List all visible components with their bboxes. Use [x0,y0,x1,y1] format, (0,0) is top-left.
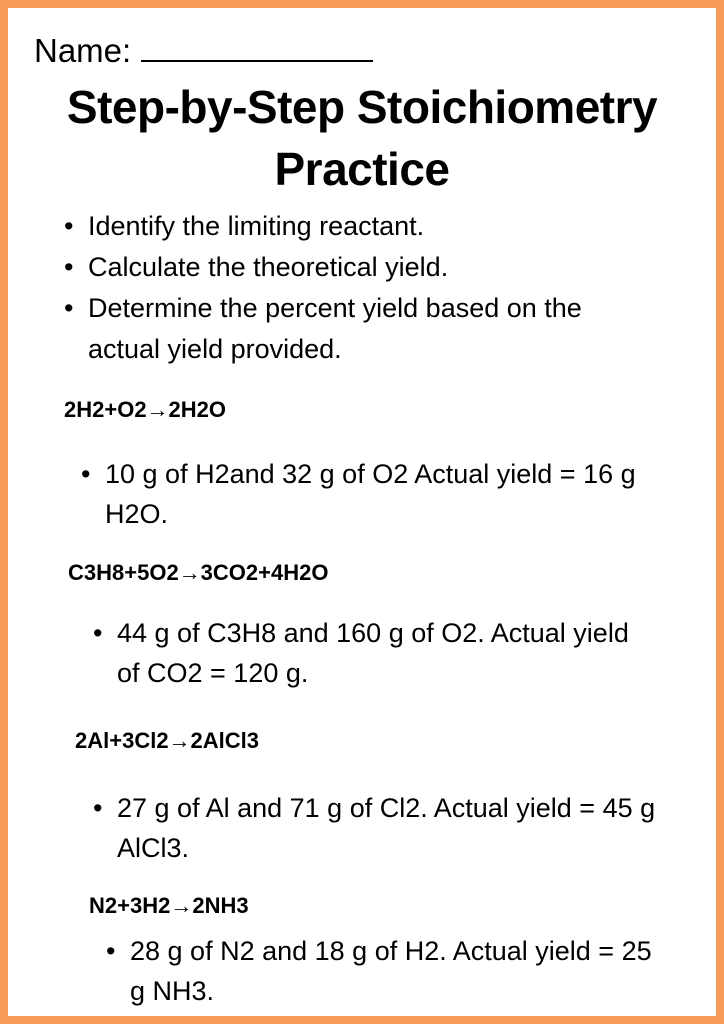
instruction-text: Identify the limiting reactant. [88,211,425,241]
problem-1 [81,454,665,534]
instructions-list [64,206,648,370]
instruction-text: Calculate the theoretical yield. [88,252,449,282]
instruction-text: Determine the percent yield based on the actual yield provided. [88,293,582,364]
problem-text: 28 g of N2 and 18 g of H2. Actual yield = 25 g NH3. [130,936,652,1006]
problem-item [93,788,677,868]
problem-item [81,454,665,534]
bullet-icon: • [64,293,74,323]
problem-2 [93,613,657,693]
problem-item [106,931,670,1011]
bullet-icon: • [64,211,74,241]
equation-2: C3H8+5O2→3CO2+4H2O [68,560,329,585]
instruction-item [64,288,648,370]
bullet-icon: • [64,252,74,282]
instruction-item [64,247,648,288]
bullet-icon: • [106,936,116,966]
instruction-item [64,206,648,247]
bullet-icon: • [93,793,103,823]
equation-3: 2Al+3Cl2→2AlCl3 [75,728,260,753]
equation-1: 2H2+O2→2H2O [64,397,227,422]
problem-item [93,613,657,693]
name-blank-line[interactable] [141,30,373,62]
problem-text: 27 g of Al and 71 g of Cl2. Actual yield = 45 g AlCl3. [117,793,656,863]
problem-text: 10 g of H2and 32 g of O2 Actual yield = 16 g H2O. [105,459,636,529]
problem-text: 44 g of C3H8 and 160 g of O2. Actual yield of CO2 = 120 g. [117,618,629,688]
problem-4 [106,931,670,1011]
name-field [34,30,373,71]
page-title: Step-by-Step Stoichiometry Practice [66,81,658,195]
bullet-icon: • [93,618,103,648]
problem-3 [93,788,677,868]
name-label: Name: [34,32,132,69]
bullet-icon: • [81,459,91,489]
equation-4: N2+3H2→2NH3 [89,893,249,918]
